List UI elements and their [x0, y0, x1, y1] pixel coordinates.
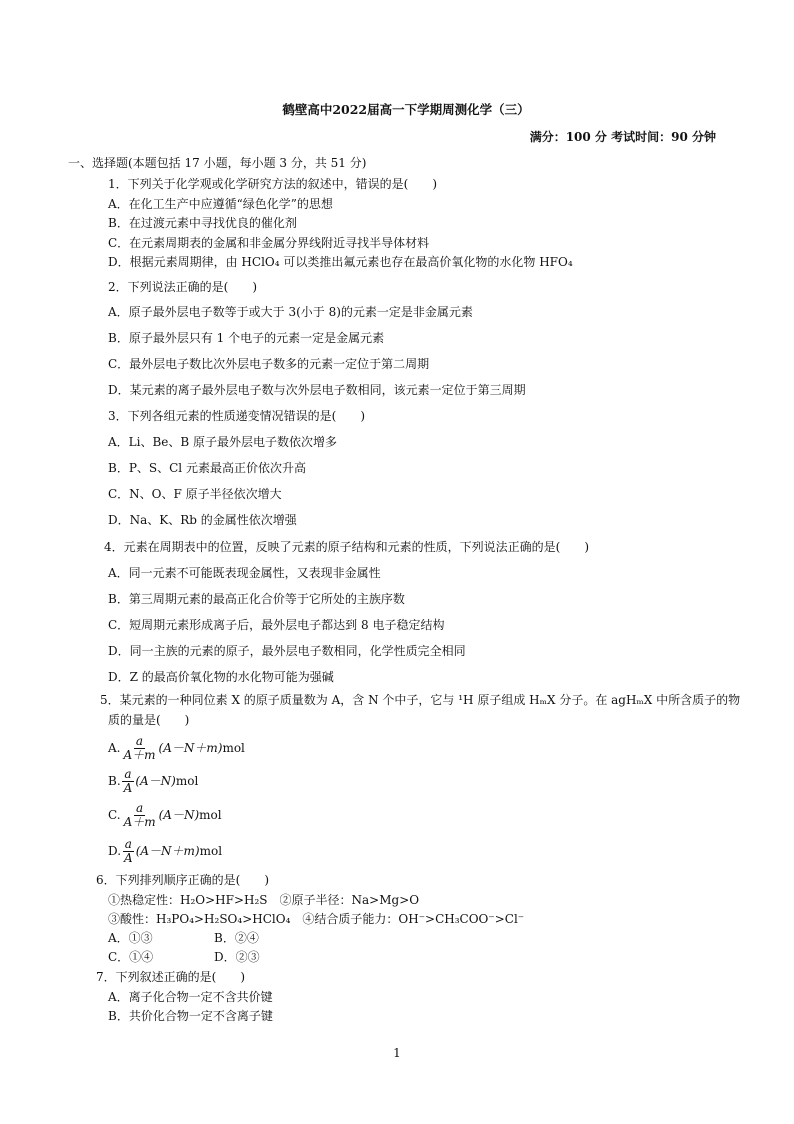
q5-option-d: D. $\frac{a}{A}$ (A－N＋m)mol [108, 837, 223, 865]
q4-option-d: D．同一主族的元素的原子，最外层电子数相同，化学性质完全相同 [108, 644, 466, 658]
q3-option-d: D．Na、K、Rb 的金属性依次增强 [108, 513, 297, 527]
q1-option-c: C．在元素周期表的金属和非金属分界线附近寻找半导体材料 [108, 236, 430, 250]
q4-option-b: B．第三周期元素的最高正化合价等于它所处的主族序数 [108, 592, 405, 606]
q3-option-a: A．Li、Be、B 原子最外层电子数依次增多 [108, 435, 338, 449]
q4-option-a: A．同一元素不可能既表现金属性，又表现非金属性 [108, 566, 381, 580]
q7-option-b: B．共价化合物一定不含离子键 [108, 1009, 273, 1023]
q2-stem: 2．下列说法正确的是( ) [108, 280, 257, 294]
q4-option-extra: D．Z 的最高价氧化物的水化物可能为强碱 [108, 670, 334, 684]
section-heading: 一、选择题(本题包括 17 小题，每小题 3 分，共 51 分) [68, 156, 367, 170]
q2-option-c: C．最外层电子数比次外层电子数多的元素一定位于第二周期 [108, 357, 430, 371]
q6-line1: ①热稳定性：H₂O>HF>H₂S ②原子半径：Na>Mg>O [108, 893, 420, 907]
q5-option-b: B. $\frac{a}{A}$ (A－N)mol [108, 767, 199, 795]
q5-stem-line2: 质的量是( ) [108, 713, 190, 727]
q1-option-b: B．在过渡元素中寻找优良的催化剂 [108, 216, 297, 230]
q3-option-b: B．P、S、Cl 元素最高正价依次升高 [108, 461, 306, 475]
q7-option-a: A．离子化合物一定不含共价键 [108, 990, 273, 1004]
q3-option-c: C．N、O、F 原子半径依次增大 [108, 487, 282, 501]
q3-stem: 3．下列各组元素的性质递变情况错误的是( ) [108, 409, 365, 423]
q2-option-b: B．原子最外层只有 1 个电子的元素一定是金属元素 [108, 331, 385, 345]
q5-stem-line1: 5．某元素的一种同位素 X 的原子质量数为 A，含 N 个中子，它与 ¹H 原子组成 HₘX 分子。在 agHₘX 中所含质子的物 [100, 693, 741, 707]
q7-stem: 7．下列叙述正确的是( ) [96, 970, 245, 984]
q2-option-a: A．原子最外层电子数等于或大于 3(小于 8)的元素一定是非金属元素 [108, 305, 473, 319]
q1-stem: 1．下列关于化学观或化学研究方法的叙述中，错误的是( ) [108, 177, 438, 191]
q6-option-a: A．①③ [108, 931, 153, 945]
q4-stem: 4．元素在周期表中的位置，反映了元素的原子结构和元素的性质，下列说法正确的是( ) [104, 540, 590, 554]
q5-option-a: A. $\frac{a}{A+m}$ (A－N＋m)mol [108, 734, 245, 762]
page-number: 1 [393, 1046, 401, 1060]
q6-stem: 6．下列排列顺序正确的是( ) [96, 873, 269, 887]
q2-option-d: D．某元素的离子最外层电子数与次外层电子数相同，该元素一定位于第三周期 [108, 383, 526, 397]
q6-option-c: C．①④ [108, 950, 154, 964]
q4-option-c: C．短周期元素形成离子后，最外层电子都达到 8 电子稳定结构 [108, 618, 445, 632]
q6-line2: ③酸性：H₃PO₄>H₂SO₄>HClO₄ ④结合质子能力：OH⁻>CH₃COO⁻>Cl⁻ [108, 912, 525, 926]
exam-meta: 满分：100 分 考试时间：90 分钟 [529, 130, 716, 144]
q6-option-d: D．②③ [214, 950, 260, 964]
exam-title: 鹤壁高中2022届高一下学期周测化学（三） [282, 102, 530, 117]
q1-option-d: D．根据元素周期律，由 HClO₄ 可以类推出氟元素也存在最高价氧化物的水化物 HFO₄ [108, 255, 573, 269]
q1-option-a: A．在化工生产中应遵循“绿色化学”的思想 [108, 197, 333, 211]
q5-option-c: C. $\frac{a}{A+m}$ (A－N)mol [108, 801, 222, 829]
q6-option-b: B．②④ [214, 931, 259, 945]
